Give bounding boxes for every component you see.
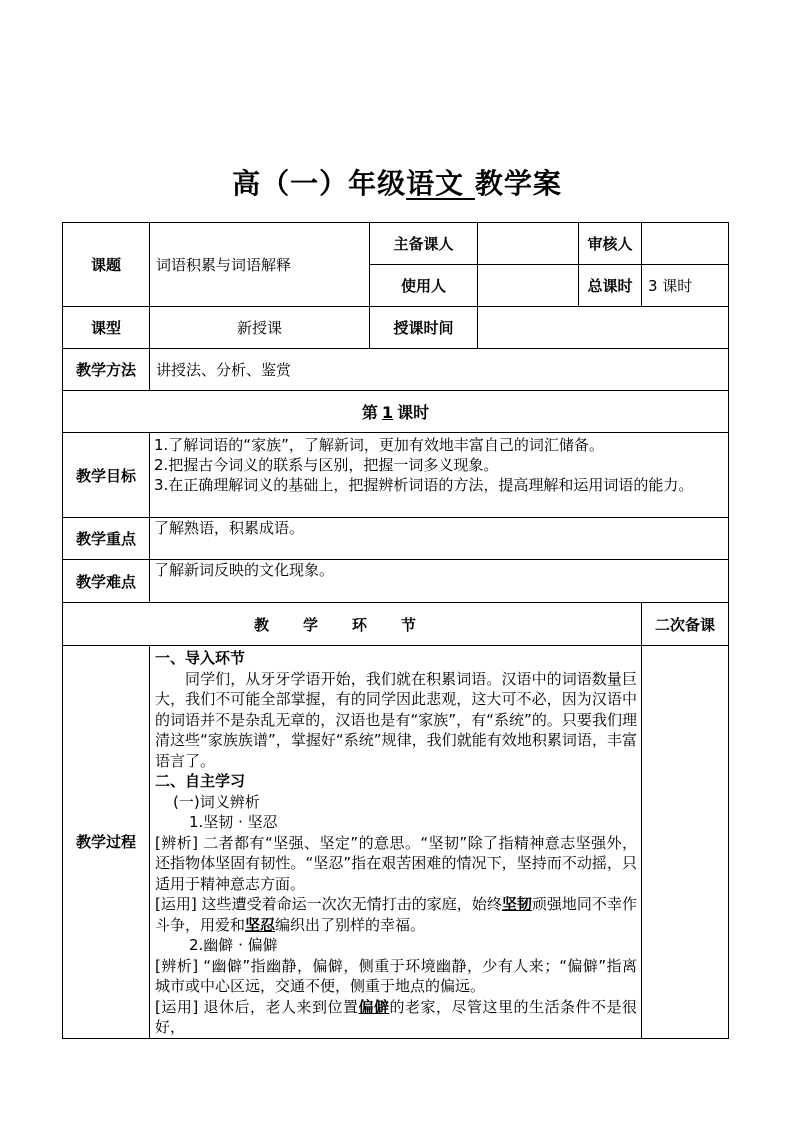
- highlighted-word: 坚韧: [501, 895, 532, 913]
- goal-item: 2.把握古今词义的联系与区别，把握一词多义现象。: [154, 456, 499, 474]
- goals-list: [150, 433, 729, 518]
- analysis-paragraph: [辨析] 二者都有“坚强、坚定”的意思。“坚韧”除了指精神意志坚强外，还指物体坚固有韧性。“坚忍”指在艰苦困难的情况下，坚持而不动摇，只适用于精神意志方面。: [155, 833, 637, 893]
- method-label: 教学方法: [63, 349, 150, 391]
- section-heading: 二、自主学习: [155, 772, 246, 790]
- key-value: 了解熟语，积累成语。: [150, 518, 729, 560]
- method-value: 讲授法、分析、鉴赏: [150, 349, 729, 391]
- type-label: 课型: [63, 307, 150, 349]
- user-value[interactable]: [478, 265, 579, 307]
- reviewer-label: 审核人: [579, 223, 642, 265]
- session-row: 第 1 课时: [63, 391, 729, 433]
- topic-label: 课题: [63, 223, 150, 307]
- analysis-paragraph: [辨析] “幽僻”指幽静，偏僻，侧重于环境幽静，少有人来；“偏僻”指离城市或中心区远，交通不便，侧重于地点的偏远。: [155, 956, 637, 995]
- total-hours-label: 总课时: [579, 265, 642, 307]
- usage-paragraph: [运用] 退休后，老人来到位置偏僻的老家，尽管这里的生活条件不是很好，: [155, 997, 637, 1036]
- difficulty-value: 了解新词反映的文化现象。: [150, 560, 729, 603]
- subject-field: 语文: [406, 167, 475, 200]
- preparer-label: 主备课人: [370, 223, 478, 265]
- goal-item: 1.了解词语的“家族”，了解新词，更加有效地丰富自己的词汇储备。: [154, 436, 604, 454]
- paragraph: 同学们，从牙牙学语开始，我们就在积累词语。汉语中的词语数量巨大，我们不可能全部掌握，有的同学因此悲观，这大可不必，因为汉语中的词语并不是杂乱无章的，汉语也是有“家族”，有“系统”的。只要我们理清这些“家族族谱”，掌握好“系统”规律，我们就能有效地积累词语，丰富语言了。: [155, 669, 637, 770]
- user-label: 使用人: [370, 265, 478, 307]
- second-prep-notes[interactable]: [642, 646, 729, 1039]
- process-content: [150, 646, 642, 1039]
- session-number: 1: [381, 403, 394, 422]
- type-value: 新授课: [150, 307, 370, 349]
- lesson-plan-table: [62, 222, 729, 1039]
- page-title: 高（一）年级语文 教学案: [232, 167, 562, 200]
- difficulty-label: 教学难点: [63, 560, 150, 603]
- process-label: 教学过程: [63, 646, 150, 1039]
- word-pair: 1.坚韧 · 坚忍: [189, 813, 278, 831]
- key-label: 教学重点: [63, 518, 150, 560]
- subsection-heading: (一)词义辨析: [173, 792, 260, 811]
- highlighted-word: 坚忍: [245, 915, 276, 934]
- section-heading: 一、导入环节: [155, 649, 246, 667]
- highlighted-word: 偏僻: [358, 997, 390, 1016]
- second-prep-label: 二次备课: [642, 603, 729, 646]
- usage-paragraph: [运用] 这些遭受着命运一次次无情打击的家庭，始终坚韧顽强地同不幸作斗争，用爱和坚忍编织出了别样的幸福。: [155, 895, 637, 934]
- goals-label: 教学目标: [63, 433, 150, 518]
- reviewer-value[interactable]: [642, 223, 729, 265]
- word-pair: 2.幽僻 · 偏僻: [189, 936, 278, 954]
- goal-item: 3.在正确理解词义的基础上，把握辨析词语的方法，提高理解和运用词语的能力。: [154, 476, 694, 494]
- section-header: 教学环节: [63, 603, 642, 646]
- preparer-value[interactable]: [478, 223, 579, 265]
- time-label: 授课时间: [370, 307, 478, 349]
- total-hours-value: 3 课时: [642, 265, 729, 307]
- time-value[interactable]: [478, 307, 729, 349]
- topic-value: 词语积累与词语解释: [150, 223, 370, 307]
